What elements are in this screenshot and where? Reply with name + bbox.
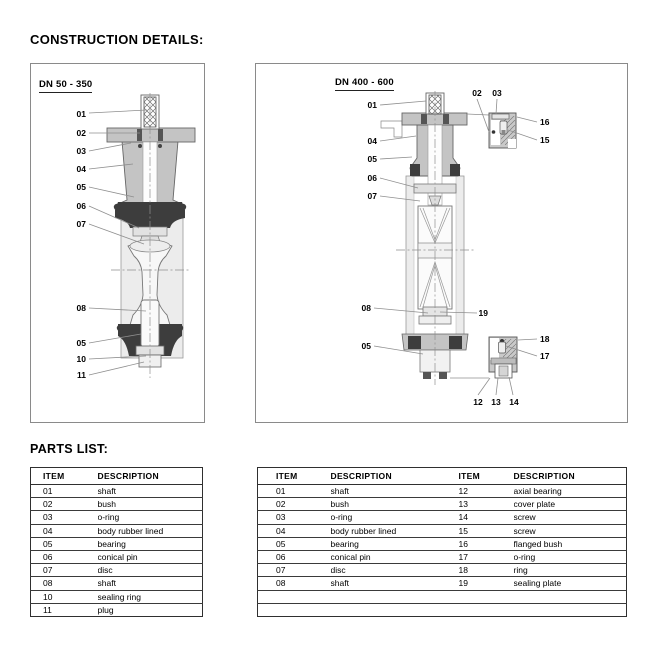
bush-part — [137, 129, 142, 141]
parts-table-dn400-600 — [257, 467, 627, 617]
dn-range-label: DN 400 - 600 — [335, 77, 394, 91]
table-cell: body rubber lined — [331, 524, 459, 537]
table-row — [258, 537, 627, 550]
callout-label: 06 — [76, 201, 86, 211]
table-cell: conical pin — [98, 550, 203, 563]
table-cell: bush — [331, 498, 459, 511]
column-header: DESCRIPTION — [514, 468, 627, 485]
leader-line — [89, 362, 144, 375]
table-cell: axial bearing — [514, 485, 627, 498]
flange-bracket — [381, 121, 402, 137]
table-row — [258, 577, 627, 590]
cover-foot — [439, 372, 447, 379]
callout-label: 16 — [540, 117, 550, 127]
table-row — [31, 537, 203, 550]
bush-part — [158, 129, 163, 141]
callout-label: 13 — [491, 397, 501, 407]
table-cell: 08 — [31, 577, 98, 590]
table-cell — [459, 603, 514, 616]
table-row — [258, 511, 627, 524]
table-row — [258, 550, 627, 563]
callout-label: 18 — [540, 334, 550, 344]
callout-label: 06 — [367, 173, 377, 183]
table-cell: disc — [331, 564, 459, 577]
table-cell: screw — [514, 524, 627, 537]
callout-label: 19 — [478, 308, 488, 318]
table-cell: screw — [514, 511, 627, 524]
table-cell: shaft — [98, 485, 203, 498]
table-cell: 02 — [31, 498, 98, 511]
table-cell: 11 — [43, 604, 52, 615]
table-cell: 03 — [31, 511, 98, 524]
parts-table-right-wrap — [257, 467, 627, 617]
table-cell: o-ring — [514, 550, 627, 563]
callout-label: 07 — [367, 191, 377, 201]
table-cell — [514, 590, 627, 603]
callout-label: 17 — [540, 351, 550, 361]
column-header: ITEM — [31, 468, 98, 485]
table-row — [258, 524, 627, 537]
table-cell: shaft — [331, 485, 459, 498]
leader-line — [477, 99, 489, 132]
table-cell: 16 — [459, 537, 514, 550]
table-row — [31, 485, 203, 498]
leader-line — [496, 99, 497, 114]
table-row — [31, 590, 203, 603]
seat-ear — [114, 204, 120, 210]
callout-label: 07 — [76, 219, 86, 229]
leader-line — [509, 377, 513, 395]
seat-ear — [117, 325, 123, 331]
table-cell: 13 — [459, 498, 514, 511]
callout-label: 04 — [367, 136, 377, 146]
table-cell: 17 — [459, 550, 514, 563]
table-cell: 02 — [258, 498, 331, 511]
leader-line — [380, 101, 426, 105]
cover-foot — [423, 372, 431, 379]
callout-label: 03 — [492, 88, 502, 98]
detail-connector-line — [467, 114, 489, 115]
table-cell: 05 — [258, 537, 331, 550]
leader-line — [496, 378, 498, 395]
table-cell: 03 — [258, 511, 331, 524]
column-header: ITEM — [459, 468, 514, 485]
seat-dark — [450, 164, 460, 176]
column-header: DESCRIPTION — [98, 468, 203, 485]
valve-top-flange — [107, 128, 195, 142]
table-cell: ring — [514, 564, 627, 577]
diagram-box-dn400-600 — [255, 63, 628, 423]
table-cell: 18 — [459, 564, 514, 577]
callout-label: 02 — [472, 88, 482, 98]
table-cell: 07 — [31, 564, 98, 577]
o-ring-part — [158, 144, 162, 148]
diagram-box-dn50-350 — [30, 63, 205, 423]
table-cell — [258, 590, 331, 603]
parts-table-dn50-350 — [30, 467, 203, 617]
table-row — [258, 564, 627, 577]
table-cell: sealing ring — [98, 590, 203, 603]
valve-top-flange — [402, 113, 467, 125]
detail-view-bottom — [489, 337, 517, 378]
table-row — [31, 603, 203, 616]
table-cell: plug — [97, 604, 114, 615]
table-cell: flanged bush — [514, 537, 627, 550]
page-title: CONSTRUCTION DETAILS: — [30, 32, 204, 47]
callout-label: 05 — [361, 341, 371, 351]
callout-label: 01 — [367, 100, 377, 110]
table-cell: bearing — [98, 537, 203, 550]
table-cell: 06 — [258, 550, 331, 563]
table-cell: cover plate — [514, 498, 627, 511]
table-cell: 04 — [31, 524, 98, 537]
table-cell: 08 — [258, 577, 331, 590]
table-row — [31, 524, 203, 537]
callout-label: 14 — [509, 397, 519, 407]
table-row — [31, 511, 203, 524]
callout-label: 15 — [540, 135, 550, 145]
table-cell: 15 — [459, 524, 514, 537]
table-cell: 01 — [31, 485, 98, 498]
table-cell: 14 — [459, 511, 514, 524]
table-cell: bearing — [331, 537, 459, 550]
callout-label: 03 — [76, 146, 86, 156]
table-row — [31, 498, 203, 511]
table-cell — [459, 590, 514, 603]
leader-line — [478, 378, 490, 395]
table-cell: sealing plate — [514, 577, 627, 590]
table-cell: 06 — [31, 550, 98, 563]
table-cell — [258, 603, 331, 616]
column-header: DESCRIPTION — [331, 468, 459, 485]
table-cell: o-ring — [331, 511, 459, 524]
bush-part — [443, 114, 449, 124]
column-header: ITEM — [258, 468, 331, 485]
table-cell: shaft — [98, 577, 203, 590]
table-cell: bush — [98, 498, 203, 511]
leader-line — [89, 110, 147, 113]
table-row — [31, 564, 203, 577]
table-cell — [331, 603, 459, 616]
table-row — [31, 550, 203, 563]
table-cell: 19 — [459, 577, 514, 590]
seat-dark — [408, 336, 421, 349]
table-cell: 01 — [258, 485, 331, 498]
dn-range-label: DN 50 - 350 — [39, 79, 92, 93]
table-cell: shaft — [331, 577, 459, 590]
callout-label: 05 — [367, 154, 377, 164]
table-row — [258, 485, 627, 498]
callout-label: 02 — [76, 128, 86, 138]
callout-label: 08 — [76, 303, 86, 313]
table-cell: conical pin — [331, 550, 459, 563]
table-cell: disc — [98, 564, 203, 577]
detail-view-top — [489, 113, 516, 148]
table-cell: 12 — [459, 485, 514, 498]
parts-list-title: PARTS LIST: — [30, 442, 109, 456]
callout-label: 05 — [76, 338, 86, 348]
table-row — [258, 590, 627, 603]
valve-section-drawing-dn400-600 — [256, 64, 625, 420]
bush-part — [421, 114, 427, 124]
table-cell: o-ring — [98, 511, 203, 524]
valve-section-drawing-dn50-350 — [31, 64, 202, 420]
table-cell — [514, 603, 627, 616]
table-row — [258, 603, 627, 616]
callout-label: 11 — [77, 370, 86, 380]
seat-dark — [410, 164, 420, 176]
leader-line — [518, 339, 537, 340]
leader-line — [517, 117, 537, 122]
callout-label: 10 — [76, 354, 86, 364]
callout-label: 01 — [76, 109, 86, 119]
callout-label: 08 — [361, 303, 371, 313]
table-cell: 04 — [258, 524, 331, 537]
parts-table-left-wrap — [30, 467, 203, 617]
table-cell: 10 — [31, 590, 98, 603]
seat-dark — [449, 336, 462, 349]
table-cell: 05 — [31, 537, 98, 550]
table-cell: 07 — [258, 564, 331, 577]
table-cell: body rubber lined — [98, 524, 203, 537]
table-row — [31, 577, 203, 590]
callout-label: 04 — [76, 164, 86, 174]
seat-ear — [177, 325, 183, 331]
table-row — [258, 498, 627, 511]
table-cell — [331, 590, 459, 603]
seat-ear — [180, 204, 186, 210]
callout-label: 12 — [473, 397, 483, 407]
callout-label: 05 — [76, 182, 86, 192]
o-ring-part — [138, 144, 142, 148]
leader-line — [380, 157, 412, 159]
